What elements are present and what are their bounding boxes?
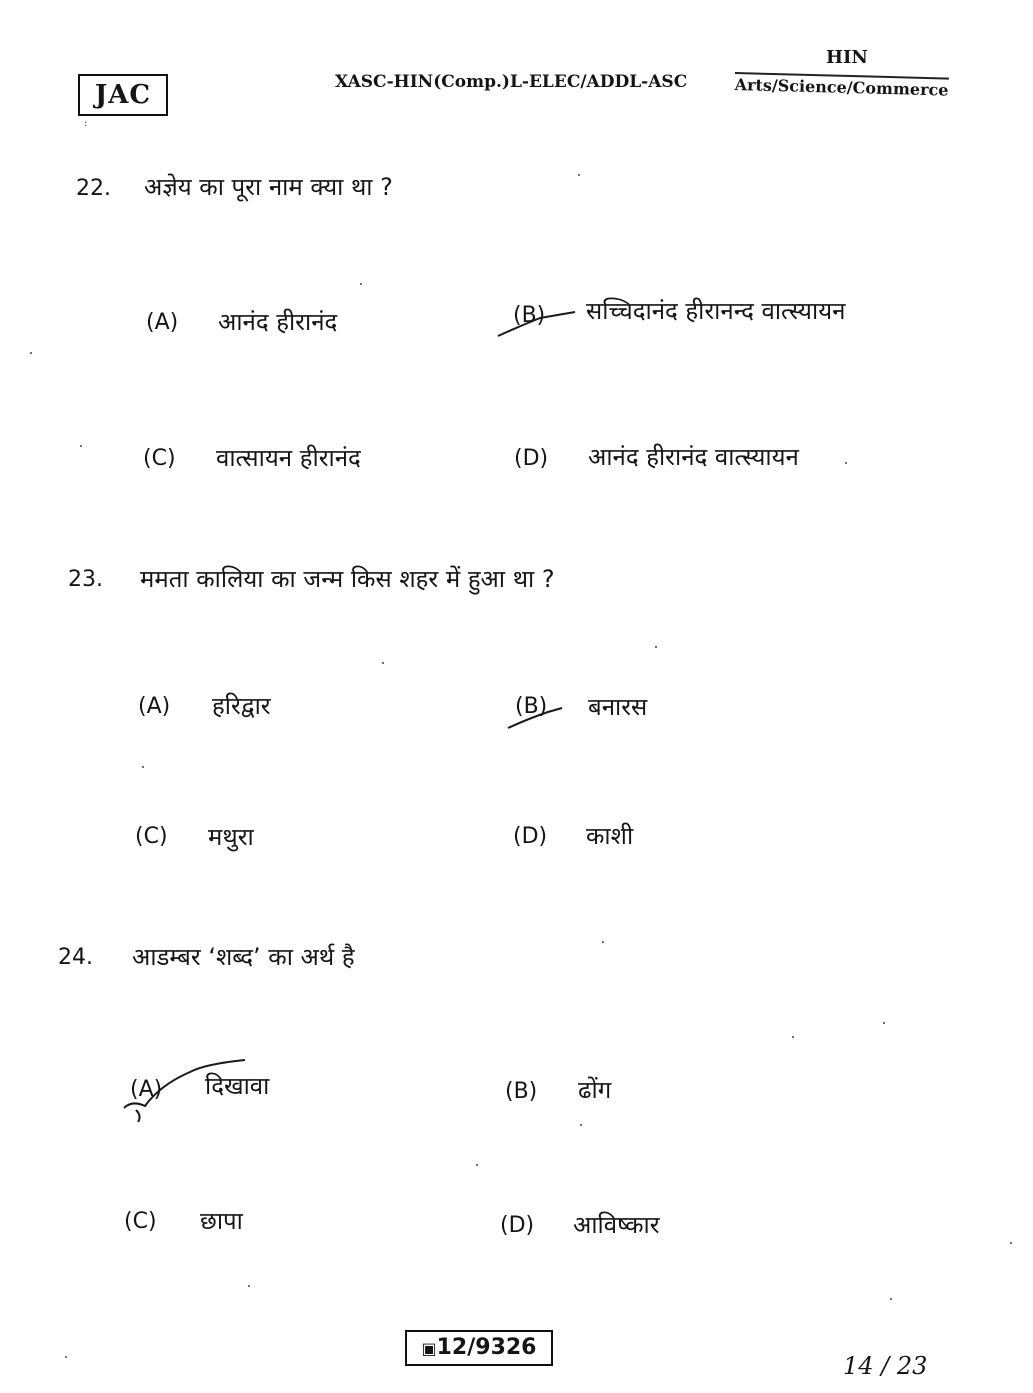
option-text: छापा	[200, 1207, 243, 1235]
option-text: आनंद हीरानंद	[218, 308, 338, 336]
option-text: मथुरा	[208, 823, 254, 851]
scan-speck	[80, 445, 82, 447]
stray-mark: :	[84, 118, 88, 129]
jac-badge: JAC	[78, 74, 168, 116]
scan-speck	[883, 1022, 885, 1024]
option-text: काशी	[586, 822, 634, 850]
scan-speck	[476, 1164, 478, 1166]
option-text: वात्सायन हीरानंद	[216, 444, 361, 472]
scan-speck	[360, 283, 362, 285]
option-label: (C)	[135, 824, 168, 849]
option-text: हरिद्वार	[212, 692, 271, 720]
scan-speck	[248, 1285, 250, 1287]
scan-speck	[602, 941, 604, 943]
scan-speck	[142, 766, 144, 768]
question-text: ममता कालिया का जन्म किस शहर में हुआ था ?	[140, 565, 555, 593]
option-text: बनारस	[588, 693, 648, 721]
question-number: 23.	[68, 567, 103, 592]
option-label-selected: (B)	[513, 303, 546, 328]
scan-speck	[792, 1036, 794, 1038]
subject-code: HIN	[826, 47, 868, 68]
option-label: (B)	[505, 1079, 538, 1104]
scan-speck	[845, 462, 847, 464]
option-text: ढोंग	[578, 1076, 612, 1104]
question-number: 22.	[76, 176, 111, 201]
booklet-code-box	[405, 1330, 553, 1366]
option-label: (A)	[146, 310, 179, 335]
option-label: (D)	[500, 1213, 535, 1238]
option-label-selected: (B)	[515, 694, 548, 719]
question-number: 24.	[58, 945, 93, 970]
scan-speck	[578, 174, 580, 176]
scan-speck	[30, 352, 32, 354]
scan-speck	[655, 646, 657, 648]
option-text: आनंद हीरानंद वात्स्यायन	[588, 443, 799, 471]
booklet-code: 12/9326	[436, 1335, 537, 1360]
option-label-selected: (A)	[130, 1077, 163, 1102]
option-text: दिखावा	[205, 1072, 270, 1100]
page-number: 14 / 23	[843, 1352, 928, 1380]
scan-speck	[382, 662, 384, 664]
option-label: (D)	[514, 446, 549, 471]
option-label: (A)	[138, 694, 171, 719]
question-text: आडम्बर ‘शब्द’ का अर्थ है	[132, 943, 355, 971]
booklet-icon: ▣	[421, 1339, 437, 1358]
paper-code: XASC-HIN(Comp.)L-ELEC/ADDL-ASC	[335, 72, 688, 92]
option-label: (C)	[143, 446, 176, 471]
scan-speck	[580, 1124, 582, 1126]
scan-speck	[1010, 1242, 1012, 1244]
option-label: (D)	[513, 824, 548, 849]
scan-speck	[65, 1356, 67, 1358]
streams-label: Arts/Science/Commerce	[734, 72, 948, 100]
option-text: आविष्कार	[573, 1211, 660, 1239]
scan-speck	[890, 1298, 892, 1300]
question-text: अज्ञेय का पूरा नाम क्या था ?	[144, 173, 393, 201]
option-label: (C)	[124, 1209, 157, 1234]
option-text: सच्चिदानंद हीरानन्द वात्स्यायन	[586, 297, 846, 325]
